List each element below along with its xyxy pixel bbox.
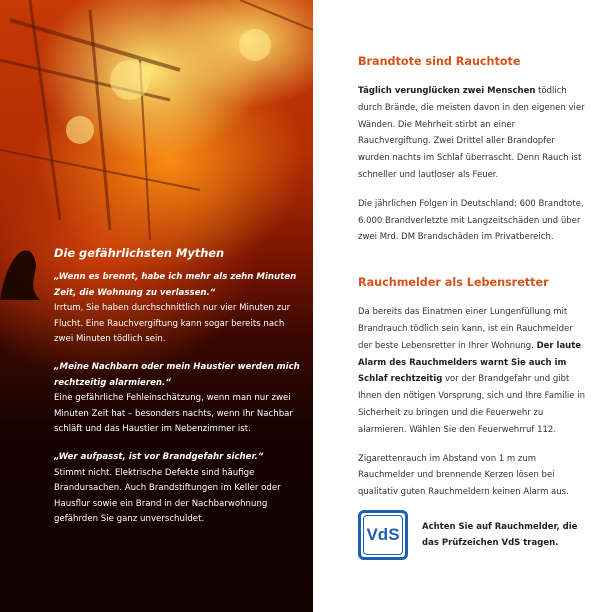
- myth-item: [54, 270, 302, 348]
- emphasis-text: Täglich verunglücken zwei Menschen: [358, 86, 536, 96]
- vds-certification: [358, 510, 592, 560]
- right-column: [358, 55, 586, 513]
- paragraph-brandtote-2: Die jährlichen Folgen in Deutschland: 600 Brandtote, 6.000 Brandverletzte mit Langzeitschäden und über zwei Mrd. DM Brandschäden im Privatbereich.: [358, 198, 584, 243]
- myth-item: [54, 450, 302, 528]
- myth-answer: Eine gefährliche Fehleinschätzung, wenn man nur zwei Minuten Zeit hat – besonders nachts, wenn Ihr Nachbar schläft und das Haustier im Nebenzimmer ist.: [54, 393, 293, 435]
- myths-section: [54, 246, 302, 540]
- myth-item: [54, 360, 302, 438]
- vds-logo-text: VdS: [363, 515, 403, 555]
- myths-heading: Die gefährlichsten Mythen: [54, 246, 225, 260]
- myth-answer: Stimmt nicht. Elektrische Defekte sind häufige Brandursachen. Auch Brandstiftungen im Keller oder Hausflur sowie ein Brand in der Nachbarwohnung gefährden Sie ganz unverschuldet.: [54, 467, 281, 525]
- myth-quote: „Meine Nachbarn oder mein Haustier werden mich rechtzeitig alarmieren.“: [54, 361, 300, 388]
- section-heading-brandtote: Brandtote sind Rauchtote: [358, 55, 521, 68]
- paragraph-rauchmelder-1: [358, 304, 586, 438]
- vds-caption: Achten Sie auf Rauchmelder, die das Prüfzeichen VdS tragen.: [422, 522, 578, 548]
- paragraph-text: Da bereits das Einatmen einer Lungenfüllung mit Brandrauch tödlich sein kann, ist ein Rauchmelder der beste Lebensretter in Ihrer Wohnung.: [358, 307, 573, 351]
- paragraph-rauchmelder-2: Zigarettenrauch im Abstand von 1 m zum Rauchmelder und brennende Kerzen lösen bei qualitativ guten Rauchmeldern keinen Alarm aus.: [358, 453, 569, 498]
- myth-quote: „Wer aufpasst, ist vor Brandgefahr sicher.“: [54, 451, 264, 462]
- text-panel: [313, 0, 600, 612]
- vds-logo: [358, 510, 408, 560]
- myth-quote: „Wenn es brennt, habe ich mehr als zehn Minuten Zeit, die Wohnung zu verlassen.“: [54, 272, 297, 298]
- paragraph-brandtote-1: [358, 83, 586, 184]
- myth-answer: Irrtum, Sie haben durchschnittlich nur vier Minuten zur Flucht. Eine Rauchvergiftung kann sogar bereits nach zwei Minuten tödlich sein.: [54, 303, 291, 345]
- section-heading-rauchmelder: Rauchmelder als Lebensretter: [358, 276, 549, 290]
- emphasis-text: Der laute Alarm des Rauchmelders warnt Sie auch im Schlaf rechtzeitig: [358, 340, 582, 385]
- paragraph-text: tödlich durch Brände, die meisten davon in den eigenen vier Wänden. Die Mehrheit stirbt an einer Rauchvergiftung. Zwei Drittel aller Brandopfer wurden nachts im Schlaf überrascht. Denn Rauch ist schneller und lautloser als Feuer.: [358, 86, 585, 180]
- paragraph-text: vor der Brandgefahr und gibt Ihnen den nötigen Vorsprung, sich und Ihre Familie in Sicherheit zu bringen und die Feuerwehr zu alarmieren. Wählen Sie den Feuerwehrruf 112.: [358, 374, 585, 435]
